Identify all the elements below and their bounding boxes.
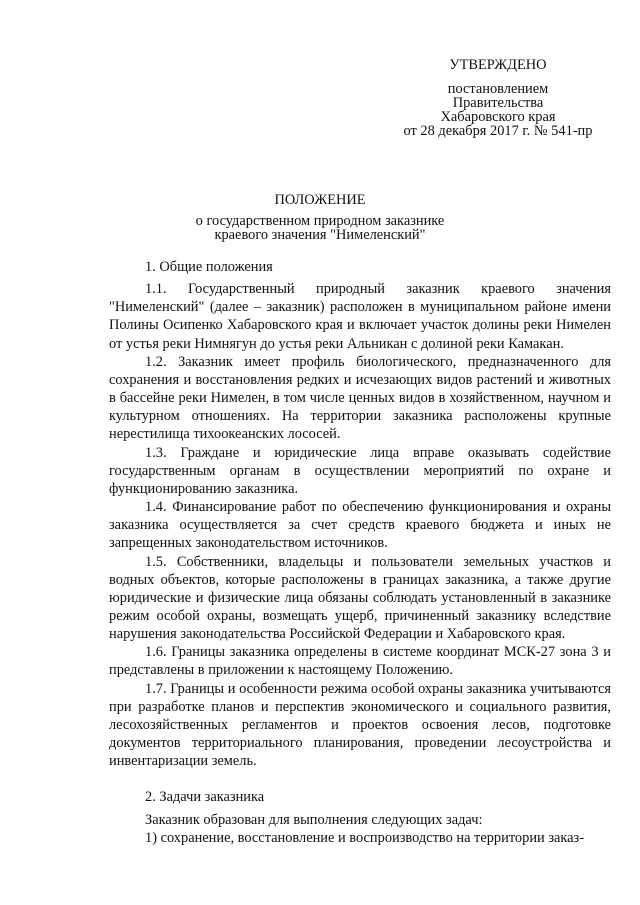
document-subtitle: краевого значения "Нимеленский" <box>214 227 426 243</box>
task-item-1: 1) сохранение, восстановление и воспроизводство на территории заказ- <box>145 829 585 846</box>
approval-date: от 28 декабря 2017 г. № 541-пр <box>403 123 593 139</box>
document-title-block <box>180 193 460 242</box>
section-heading-general: 1. Общие положения <box>145 259 273 275</box>
paragraph-1-1: 1.1. Государственный природный заказник краевого значения "Нимеленский" (далее – заказник) расположен в муниципальном районе имени Полины Осипенко Хабаровского края и включает участок долины реки Нимелен от устья реки Нимнягун до устья реки Альникан с долиной реки Камакан. <box>109 281 611 352</box>
approval-block <box>388 58 608 138</box>
approval-line: Хабаровского края <box>440 109 556 125</box>
tasks-intro: Заказник образован для выполнения следующих задач: <box>145 811 483 828</box>
document-subtitle: о государственном природном заказнике <box>195 213 445 229</box>
paragraph-1-4: 1.4. Финансирование работ по обеспечению функционирования и охраны заказника осуществляется за счет средств краевого бюджета и иных не запрещенных законодательством источников. <box>109 499 611 552</box>
paragraph-1-3: 1.3. Граждане и юридические лица вправе оказывать содействие государственным органам в осуществлении мероприятий по охране и функционированию заказника. <box>109 444 611 497</box>
section-heading-tasks: 2. Задачи заказника <box>145 789 265 806</box>
approval-line: Правительства <box>452 95 544 111</box>
document-body <box>109 258 611 847</box>
paragraph-1-7: 1.7. Границы и особенности режима особой охраны заказника учитываются при разработке планов и перспектив экономического и социального развития, лесохозяйственных регламентов и проектов освоения лесов, подготовке документов территориального планирования, проведении лесоустройства и инвентаризации земель. <box>109 680 611 770</box>
approval-line: постановлением <box>447 81 549 97</box>
document-title: ПОЛОЖЕНИЕ <box>274 192 366 208</box>
approval-title: УТВЕРЖДЕНО <box>449 57 547 73</box>
paragraph-1-5: 1.5. Собственники, владельцы и пользователи земельных участков и водных объектов, которые расположены в границах заказника, а также другие юридические и физические лица обязаны соблюдать установленный в заказнике режим особой охраны, возмещать ущерб, причиненный заказнику вследствие нарушения законодательства Российской Федерации и Хабаровского края. <box>109 553 611 643</box>
paragraph-1-2: 1.2. Заказник имеет профиль биологического, предназначенного для сохранения и восстановления редких и исчезающих видов растений и животных в бассейне реки Нимелен, в том числе ценных видов в хозяйственном, научном и культурном отношениях. На территории заказника расположены крупные нерестилища тихоокеанских лососей. <box>109 353 611 443</box>
paragraph-1-6: 1.6. Границы заказника определены в системе координат МСК-27 зона 3 и представлены в приложении к настоящему Положению. <box>109 644 611 679</box>
